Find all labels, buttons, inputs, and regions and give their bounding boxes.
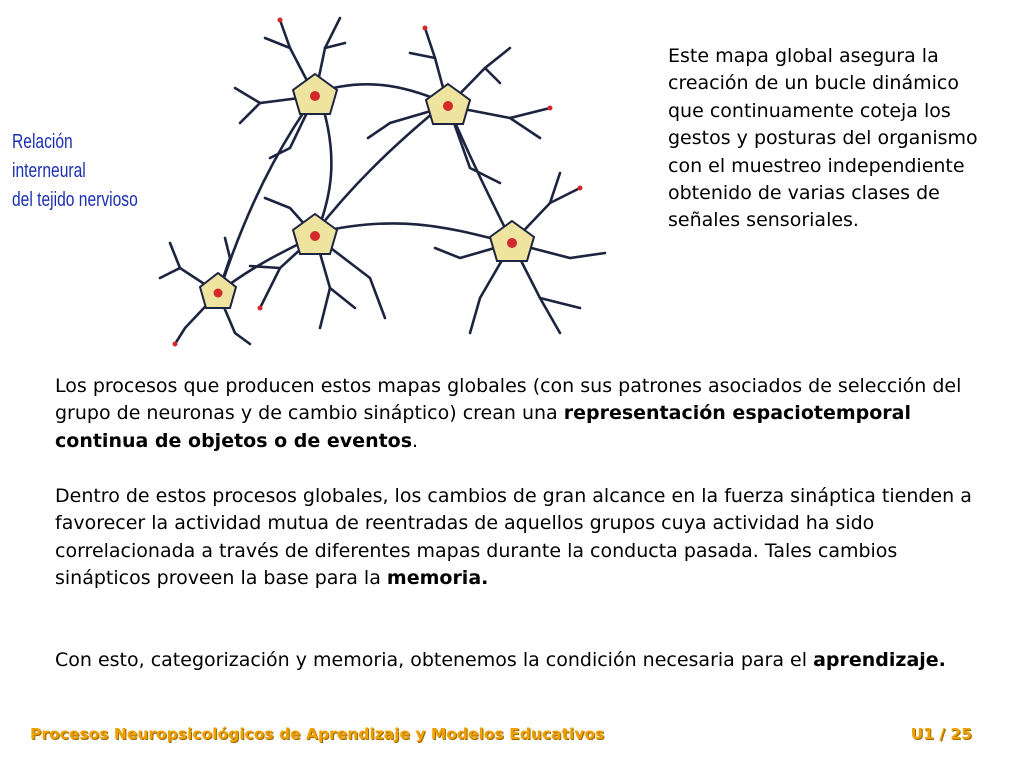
caption-line: interneural xyxy=(12,160,86,182)
footer-title: Procesos Neuropsicológicos de Aprendizaje y Modelos Educativos xyxy=(30,725,605,743)
caption-line: Relación xyxy=(12,131,73,153)
paragraph-1 xyxy=(55,373,990,455)
paragraph-2-bold: memoria. xyxy=(386,567,489,590)
neuron-network-illustration xyxy=(140,8,620,348)
paragraph-3 xyxy=(55,647,990,674)
caption-line: del tejido nervioso xyxy=(12,189,138,211)
figure-caption xyxy=(12,128,138,215)
paragraph-1-bold: representación espaciotemporal continua de objetos o de eventos xyxy=(55,402,911,452)
paragraph-3-bold: aprendizaje. xyxy=(813,649,946,671)
paragraph-1-text: Los procesos que producen estos mapas globales (con sus patrones asociados de selección del grupo de neuronas y de cambio sináptico) crean una xyxy=(55,375,962,425)
footer-page-number: U1 / 25 xyxy=(910,725,972,743)
paragraph-1-end: . xyxy=(412,429,419,452)
side-paragraph: Este mapa global asegura la creación de un bucle dinámico que continuamente coteja los gestos y posturas del organismo con el muestreo independiente obtenido de varias clases de señales sensoriales. xyxy=(668,45,978,232)
paragraph-2-text: Dentro de estos procesos globales, los cambios de gran alcance en la fuerza sináptica tienden a favorecer la actividad mutua de reentradas de aquellos grupos cuya actividad ha sido correlacionada a través de diferentes mapas durante la conducta pasada. Tales cambios sinápticos proveen la base para la xyxy=(55,485,972,590)
paragraph-2 xyxy=(55,483,990,593)
paragraph-3-text: Con esto, categorización y memoria, obtenemos la condición necesaria para el xyxy=(55,649,814,671)
neuron-drawing xyxy=(140,8,620,348)
